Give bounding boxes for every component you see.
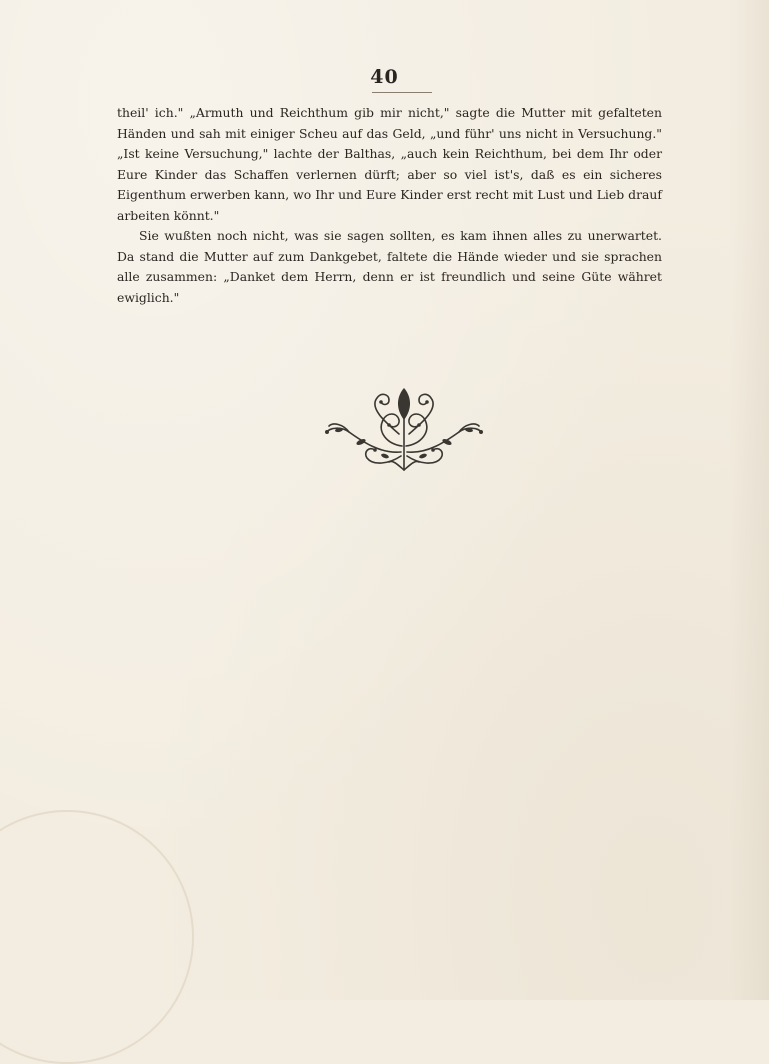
page-number: 40 [370,66,399,88]
floral-vignette-icon [323,386,485,472]
body-text [117,103,662,308]
paragraph-1: theil' ich." „Armuth und Reichthum gib mir nicht," sagte die Mutter mit gefalteten Händen und sah mit einiger Scheu auf das Geld, „und führ' uns nicht in Versuchung." „Ist keine Versuchung," lachte der Balthas, „auch kein Reichthum, bei dem Ihr oder Eure Kinder das Schaffen verlernen dürft; aber so viel ist's, daß es ein sicheres Eigenthum erwerben kann, wo Ihr und Eure Kinder erst recht mit Lust und Lieb drauf arbeiten könnt." [117,105,662,223]
paragraph-2: Sie wußten noch nicht, was sie sagen sollten, es kam ihnen alles zu unerwartet. Da stand die Mutter auf zum Dankgebet, faltete die Hände wieder und sie sprachen alle zusammen: „Danket dem Herrn, denn er ist freundlich und seine Güte währet ewiglich." [117,228,662,305]
page-edge-shadow [729,0,769,1000]
page-number-rule [372,92,432,93]
paper-stain [0,810,194,1064]
